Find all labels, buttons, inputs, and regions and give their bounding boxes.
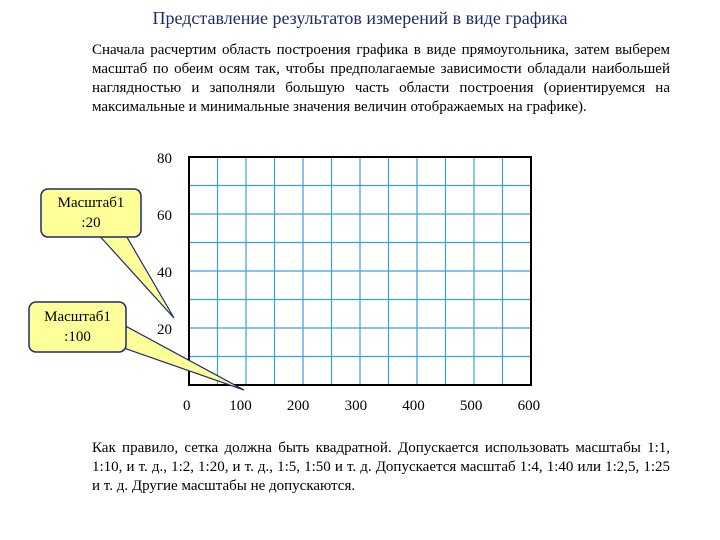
y-scale-callout-line1: Масштаб1 xyxy=(57,195,125,211)
x-tick-label: 300 xyxy=(344,398,368,414)
outro-paragraph xyxy=(92,439,670,496)
grid-lines xyxy=(189,157,531,385)
x-tick-label: 200 xyxy=(286,398,310,414)
x-tick-label: 400 xyxy=(402,398,425,414)
x-tick-label: 100 xyxy=(229,398,252,414)
y-scale-callout-line2: :20 xyxy=(81,215,101,231)
y-scale-callout-label xyxy=(41,193,141,233)
y-tick-label: 40 xyxy=(157,265,172,281)
x-scale-callout-label xyxy=(29,307,126,347)
x-tick-label: 500 xyxy=(459,398,483,414)
x-tick-label: 0 xyxy=(183,398,191,414)
y-tick-label: 60 xyxy=(157,208,172,224)
x-scale-callout-line2: :100 xyxy=(64,329,91,345)
outro-text: Как правило, сетка должна быть квадратной. Допускается использовать масштабы 1:1, 1:10, и т. д., 1:2, 1:20, и т. д., 1:5, 1:50 и т. д. Допускается масштаб 1:4, 1:40 или 1:2,5, 1:25 и т. д. Другие масштабы не допускаются. xyxy=(92,440,670,494)
x-tick-label: 600 xyxy=(517,398,541,414)
slide-title: Представление результатов измерений в виде графика xyxy=(152,8,568,28)
intro-text: Сначала расчертим область построения графика в виде прямоугольника, затем выберем масштаб по обеим осям так, чтобы предполагаемые зависимости обладали наибольшей наглядностью и заполняли большую часть области построения (ориентируемся на максимальные и минимальные значения величин отображаемых на графике). xyxy=(92,42,670,115)
y-tick-label: 80 xyxy=(157,151,172,167)
y-tick-label: 20 xyxy=(157,322,172,338)
x-scale-callout-line1: Масштаб1 xyxy=(44,309,111,325)
